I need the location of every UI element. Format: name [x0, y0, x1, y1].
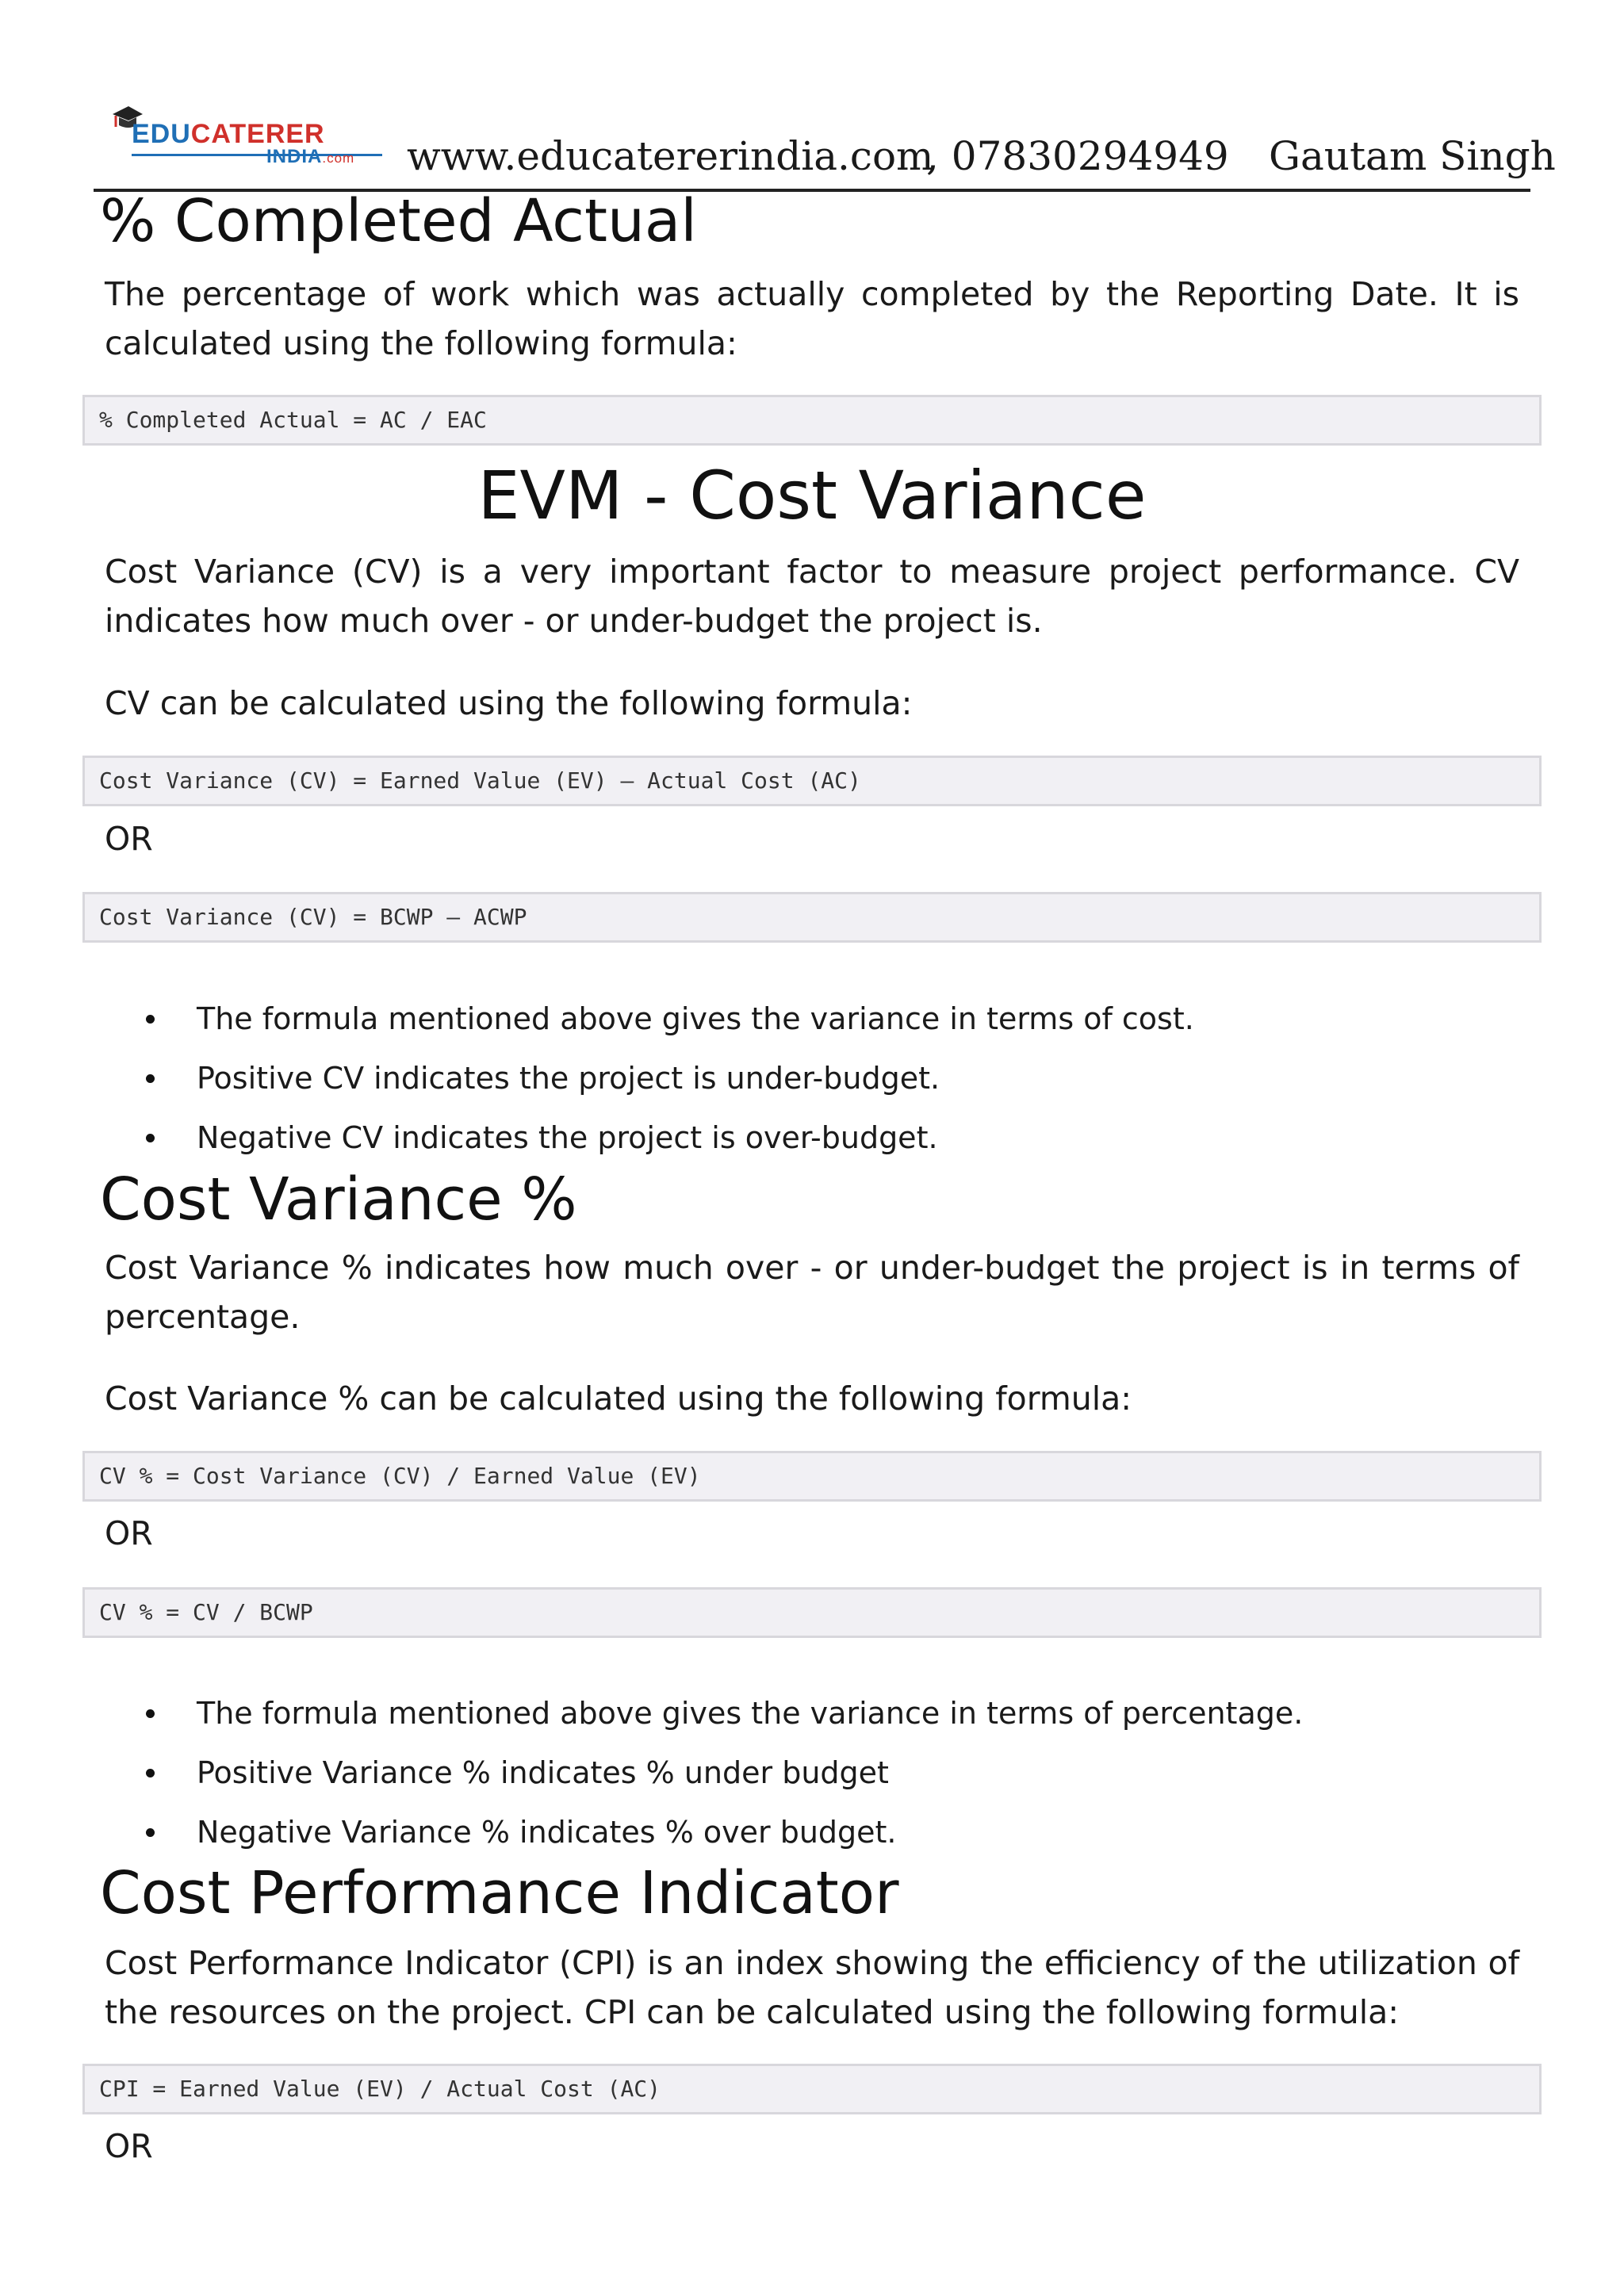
heading-cost-variance-pct: Cost Variance %: [100, 1165, 577, 1234]
cv-bullet-list: [105, 999, 1516, 1177]
formula-cpi-1: CPI = Earned Value (EV) / Actual Cost (AC): [82, 2064, 1542, 2114]
formula-cvp-2: CV % = CV / BCWP: [82, 1587, 1542, 1638]
heading-completed-actual: % Completed Actual: [100, 187, 697, 255]
bullet-icon: [146, 1709, 155, 1718]
paragraph-cv-formula-intro: CV can be calculated using the following formula:: [105, 684, 913, 722]
header-phone: , 07830294949: [926, 133, 1229, 179]
paragraph-cvp-intro: Cost Variance % indicates how much over - or under-budget the project is in terms of percentage.: [105, 1249, 1519, 1336]
list-item: Positive Variance % indicates % under budget: [105, 1753, 1516, 1812]
paragraph-completed-actual: The percentage of work which was actually completed by the Reporting Date. It is calculated using the following formula:: [105, 275, 1519, 362]
list-item: The formula mentioned above gives the variance in terms of cost.: [105, 999, 1516, 1058]
paragraph-cv-intro: Cost Variance (CV) is a very important factor to measure project performance. CV indicates how much over - or under-budget the project is.: [105, 553, 1519, 640]
formula-completed-actual: % Completed Actual = AC / EAC: [82, 395, 1542, 446]
list-item: Negative CV indicates the project is over-budget.: [105, 1118, 1516, 1177]
heading-cpi: Cost Performance Indicator: [100, 1859, 899, 1927]
logo-wordmark-top: EDUCATERER: [132, 119, 325, 149]
cvp-bullet-list: [105, 1693, 1516, 1872]
formula-cv-2: Cost Variance (CV) = BCWP – ACWP: [82, 892, 1542, 943]
paragraph-cvp-formula-intro: Cost Variance % can be calculated using the following formula:: [105, 1380, 1132, 1418]
paragraph-cpi: Cost Performance Indicator (CPI) is an index showing the efficiency of the utilization of the resources on the project. CPI can be calculated using the following formula:: [105, 1944, 1519, 2031]
or-separator: OR: [105, 2127, 153, 2165]
or-separator: OR: [105, 1514, 153, 1552]
bullet-icon: [146, 1769, 155, 1777]
title-evm-cost-variance: EVM - Cost Variance: [477, 457, 1147, 534]
bullet-icon: [146, 1074, 155, 1083]
bullet-icon: [146, 1134, 155, 1142]
or-separator: OR: [105, 820, 153, 858]
logo-wordmark-bottom: INDIA.com: [266, 146, 355, 167]
list-item: Negative Variance % indicates % over budget.: [105, 1812, 1516, 1872]
header-author: Gautam Singh: [1269, 133, 1556, 179]
bullet-icon: [146, 1015, 155, 1024]
educaterer-logo: [100, 97, 385, 176]
formula-cvp-1: CV % = Cost Variance (CV) / Earned Value (EV): [82, 1451, 1542, 1502]
list-item: The formula mentioned above gives the variance in terms of percentage.: [105, 1693, 1516, 1753]
list-item: Positive CV indicates the project is under-budget.: [105, 1058, 1516, 1118]
formula-cv-1: Cost Variance (CV) = Earned Value (EV) – Actual Cost (AC): [82, 756, 1542, 806]
bullet-icon: [146, 1828, 155, 1837]
page-header: [94, 94, 1556, 192]
header-website: www.educatererindia.com: [407, 133, 934, 179]
